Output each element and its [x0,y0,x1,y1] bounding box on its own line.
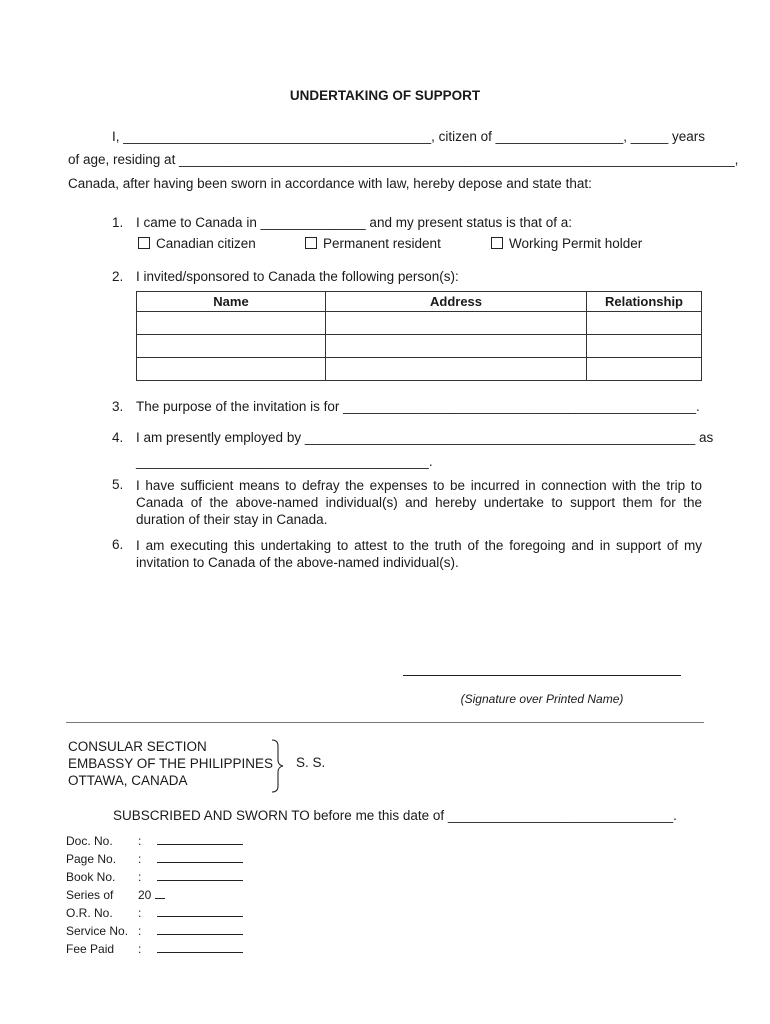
registry-row [0,870,300,886]
signature-caption: (Signature over Printed Name) [460,692,624,706]
registry-separator: 20 [138,888,152,902]
item-2-text: I invited/sponsored to Canada the following person(s): [136,269,459,284]
persons-table [136,291,702,381]
registry-separator: : [138,870,142,884]
column-header-name: Name [137,292,326,312]
status-option-label: Permanent resident [323,236,441,251]
registry-row [0,852,300,868]
registry-blank[interactable] [155,888,165,899]
sworn-statement: SUBSCRIBED AND SWORN TO before me this date of ______________________________. [113,808,677,823]
registry-blank[interactable] [157,834,243,845]
registry-row [0,924,300,940]
registry-row [0,888,300,904]
registry-blank[interactable] [157,906,243,917]
status-option-label: Canadian citizen [156,236,256,251]
registry-row [0,942,300,958]
status-option-permanent-resident[interactable] [305,236,441,251]
intro-line-2: of age, residing at __________________________________________________________________________, [68,152,739,167]
item-number: 5. [112,477,124,492]
item-number: 6. [112,537,124,552]
table-row [137,312,702,335]
registry-separator: : [138,834,142,848]
registry-separator: : [138,942,142,956]
checkbox-icon[interactable] [491,237,503,249]
address-cell[interactable] [326,358,587,381]
name-cell[interactable] [137,335,326,358]
relationship-cell[interactable] [587,312,702,335]
registry-blank[interactable] [157,942,243,953]
registry-separator: : [138,852,142,866]
right-brace-icon [268,738,288,794]
address-cell[interactable] [326,312,587,335]
checkbox-icon[interactable] [305,237,317,249]
column-header-address: Address [326,292,587,312]
registry-row [0,906,300,922]
registry-blank[interactable] [157,852,243,863]
relationship-cell[interactable] [587,358,702,381]
address-cell[interactable] [326,335,587,358]
relationship-cell[interactable] [587,335,702,358]
registry-label: Book No. [66,870,116,884]
item-number: 4. [112,430,124,445]
ss-label: S. S. [296,755,326,770]
status-option-canadian-citizen[interactable] [138,236,256,251]
checkbox-icon[interactable] [138,237,150,249]
item-1-text: I came to Canada in ______________ and my present status is that of a: [136,215,573,230]
intro-line-1: I, _________________________________________, citizen of _________________, _____ years [112,129,706,144]
intro-line-3: Canada, after having been sworn in accordance with law, hereby depose and state that: [68,176,592,191]
registry-blank[interactable] [157,924,243,935]
registry-row [0,834,300,850]
name-cell[interactable] [137,358,326,381]
item-4-text: I am presently employed by ____________________________________________________ as [136,430,714,445]
item-6-text: I am executing this undertaking to attest to the truth of the foregoing and in support of my invitation to Canada of the above-named individual(s). [136,538,702,570]
status-option-working-permit[interactable] [491,236,642,251]
registry-blank[interactable] [157,870,243,881]
item-5-text: I have sufficient means to defray the expenses to be incurred in connection with the trip to Canada of the above-named individual(s) and hereby undertake to support them for the duration of their stay in Canada. [136,478,702,527]
item-3-text: The purpose of the invitation is for _______________________________________________. [136,399,700,414]
document-title: UNDERTAKING OF SUPPORT [289,88,481,103]
registry-label: Fee Paid [66,942,115,956]
consular-line: CONSULAR SECTION [68,739,207,754]
section-divider [66,722,704,723]
registry-label: Doc. No. [66,834,113,848]
item-number: 3. [112,399,124,414]
item-number: 2. [112,269,124,284]
name-cell[interactable] [137,312,326,335]
item-4-continuation: _______________________________________. [136,454,433,469]
consular-line: EMBASSY OF THE PHILIPPINES [68,756,274,771]
column-header-relationship: Relationship [587,292,702,312]
registry-label: O.R. No. [66,906,113,920]
registry-label: Service No. [66,924,129,938]
consular-line: OTTAWA, CANADA [68,773,188,788]
status-option-label: Working Permit holder [509,236,643,251]
table-row [137,335,702,358]
item-number: 1. [112,215,124,230]
signature-line[interactable] [403,675,681,676]
registry-separator: : [138,924,142,938]
registry-separator: : [138,906,142,920]
registry-label: Series of [66,888,114,902]
registry-label: Page No. [66,852,117,866]
table-row [137,358,702,381]
